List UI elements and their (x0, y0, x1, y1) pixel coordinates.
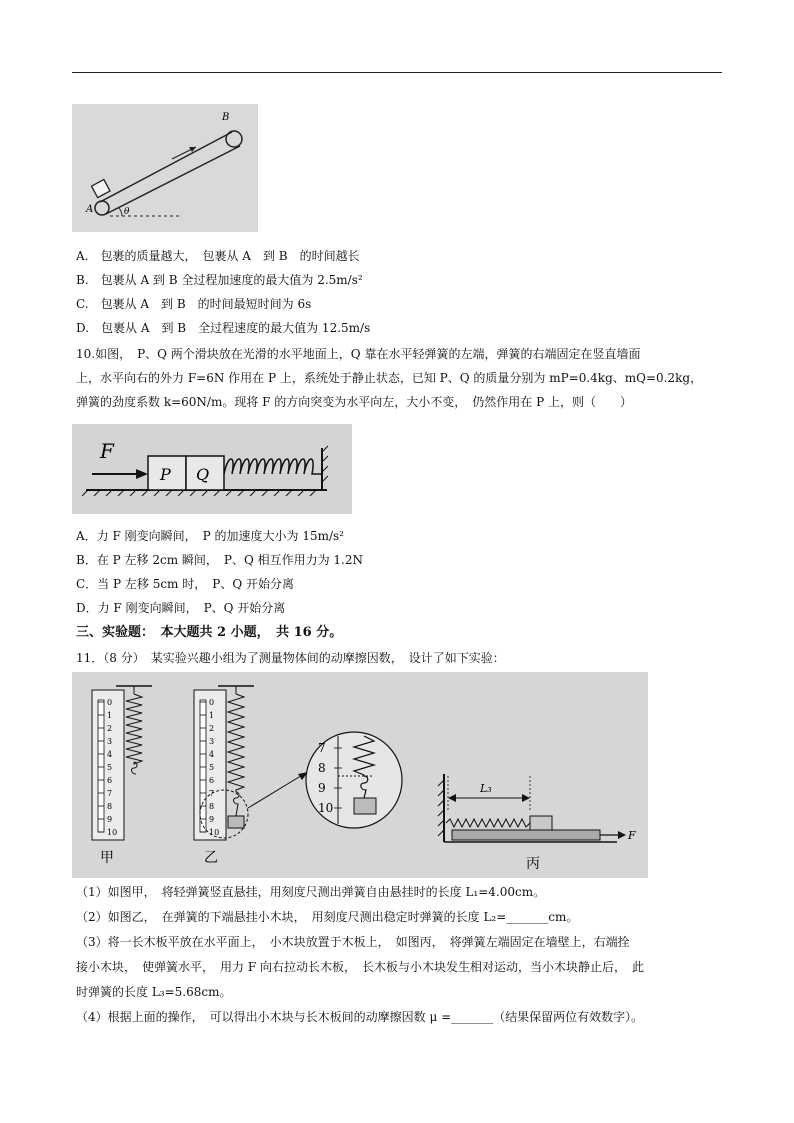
zoom-tick-label: 7 (318, 741, 326, 756)
q11-step-2: （2）如图乙， 在弹簧的下端悬挂小木块， 用刻度尺测出稳定时弹簧的长度 L₂=_______cm。 (76, 910, 579, 924)
point-a-label: A (86, 204, 94, 215)
force-f-label-bing: F (628, 829, 636, 842)
q11-step-1: （1）如图甲， 将轻弹簧竖直悬挂，用刻度尺测出弹簧自由悬挂时的长度 L₁=4.00cm。 (76, 885, 546, 899)
blocks-spring-figure (72, 424, 352, 514)
ruler-jia-tick-label: 8 (107, 801, 113, 811)
ruler-yi-tick-label: 3 (209, 736, 215, 746)
ruler-jia-tick-label: 1 (107, 710, 113, 720)
figure-jia-label: 甲 (100, 850, 114, 866)
ruler-jia-tick-label: 5 (107, 762, 113, 772)
theta-label: θ (124, 207, 130, 217)
q9-option-d: D. 包裹从 A 到 B 全过程速度的最大值为 12.5m/s (76, 321, 371, 335)
zoom-tick-label: 10 (318, 801, 334, 816)
zoom-tick-label: 8 (318, 761, 326, 776)
ruler-yi-tick-label: 4 (209, 749, 215, 759)
ruler-jia-tick-label: 4 (107, 749, 113, 759)
q11-step-4: （4）根据上面的操作， 可以得出小木块与长木板间的动摩擦因数 μ =_______（结果保留两位有效数字）。 (76, 1010, 644, 1024)
ruler-yi-tick-label: 5 (209, 762, 215, 772)
q10-option-d: D．力 F 刚变向瞬间， P、Q 开始分离 (76, 601, 286, 615)
ruler-jia-tick-label: 10 (107, 827, 118, 837)
q9-option-a: A. 包裹的质量越大， 包裹从 A 到 B 的时间越长 (76, 249, 360, 263)
ruler-jia-tick-label: 7 (107, 788, 113, 798)
ruler-jia-tick-label: 3 (107, 736, 113, 746)
conveyor-belt-figure (72, 104, 258, 232)
q10-stem-line-2: 上，水平向右的外力 F=6N 作用在 P 上，系统处于静止状态，已知 P、Q 的质量分别为 mP=0.4kg、mQ=0.2kg， (76, 371, 703, 385)
q11-step-3-line-1: （3）将一长木板平放在水平面上， 小木块放置于木板上， 如图丙， 将弹簧左端固定在墙壁上，右端拴 (76, 935, 630, 949)
figure-yi-label: 乙 (204, 850, 218, 866)
point-b-label: B (222, 112, 230, 123)
ruler-yi-tick-label: 9 (209, 814, 215, 824)
ruler-jia-tick-label: 2 (107, 723, 113, 733)
q10-stem-line-3: 弹簧的劲度系数 k=60N/m。现将 F 的方向突变为水平向左，大小不变， 仍然作用在 P 上，则（ ） (76, 395, 632, 409)
section-3-title: 三、实验题： 本大题共 2 小题， 共 16 分。 (76, 625, 343, 640)
ruler-yi-tick-label: 8 (209, 801, 215, 811)
ruler-jia-tick-label: 6 (107, 775, 113, 785)
force-f-label: F (100, 439, 114, 463)
ruler-yi-tick-label: 1 (209, 710, 215, 720)
ruler-jia-tick-label: 9 (107, 814, 113, 824)
q10-option-b: B．在 P 左移 2cm 瞬间， P、Q 相互作用力为 1.2N (76, 553, 364, 567)
ruler-yi-tick-label: 2 (209, 723, 215, 733)
q10-option-c: C．当 P 左移 5cm 时， P、Q 开始分离 (76, 577, 294, 591)
q11-step-3-line-3: 时弹簧的长度 L₃=5.68cm。 (76, 985, 232, 999)
ruler-yi-tick-label: 0 (209, 697, 215, 707)
ruler-yi-tick-label: 7 (209, 788, 215, 798)
zoom-tick-label: 9 (318, 781, 326, 796)
block-q-label: Q (196, 465, 210, 484)
ruler-yi-tick-label: 6 (209, 775, 215, 785)
q10-stem-line-1: 10.如图， P、Q 两个滑块放在光滑的水平地面上，Q 靠在水平轻弹簧的左端，弹簧的右端固定在竖直墙面 (76, 347, 641, 361)
q9-option-b: B. 包裹从 A 到 B 全过程加速度的最大值为 2.5m/s² (76, 273, 363, 287)
ruler-yi-tick-label: 10 (209, 827, 220, 837)
figure-bing-label: 丙 (526, 856, 540, 872)
ruler-jia-tick-label: 0 (107, 697, 113, 707)
spring-experiment-figure (72, 672, 648, 878)
block-p-label: P (160, 465, 171, 484)
q9-option-c: C. 包裹从 A 到 B 的时间最短时间为 6s (76, 297, 312, 311)
length-l3-label: L₃ (480, 782, 492, 795)
q11-stem: 11．（8 分） 某实验兴趣小组为了测量物体间的动摩擦因数， 设计了如下实验： (76, 651, 505, 665)
header-rule (72, 72, 722, 73)
q11-step-3-line-2: 接小木块， 使弹簧水平， 用力 F 向右拉动长木板， 长木板与小木块发生相对运动，当小木块静止后， 此 (76, 960, 644, 974)
q10-option-a: A．力 F 刚变向瞬间， P 的加速度大小为 15m/s² (76, 529, 344, 543)
